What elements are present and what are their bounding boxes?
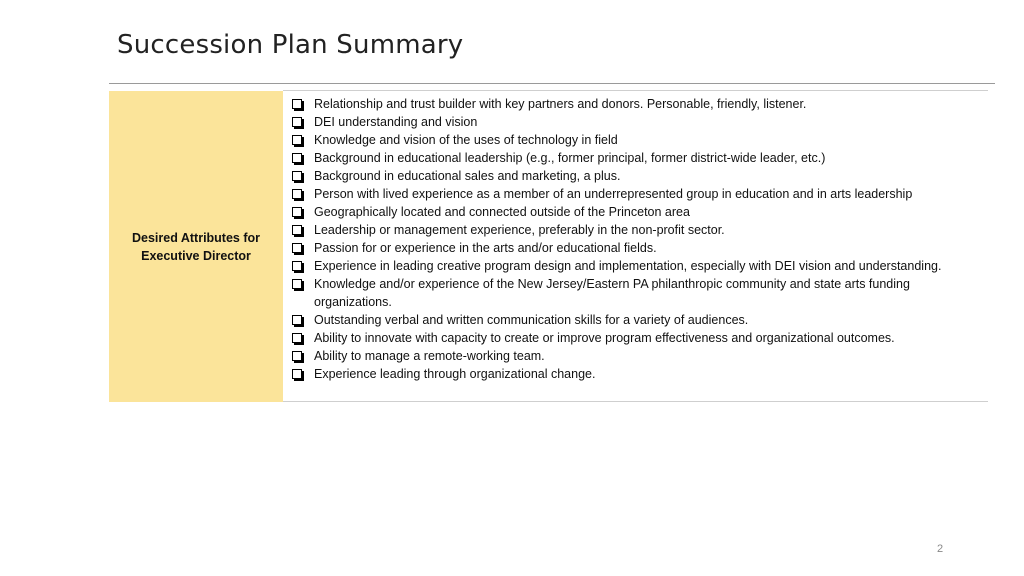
attribute-text: Knowledge and/or experience of the New Jersey/Eastern PA philanthropic community and state arts funding organizations.	[314, 277, 910, 309]
attribute-text: Experience leading through organizational change.	[314, 367, 596, 381]
attribute-list-item	[291, 203, 978, 221]
attribute-text: Background in educational sales and marketing, a plus.	[314, 169, 621, 183]
checkbox-square-icon	[292, 99, 302, 109]
attribute-list-item	[291, 95, 978, 113]
attribute-list-item	[291, 185, 978, 203]
attributes-list	[283, 91, 988, 383]
attributes-list-cell	[283, 90, 988, 402]
attribute-list-item	[291, 365, 978, 383]
attributes-label: Desired Attributes for Executive Director	[131, 230, 261, 263]
attribute-text: Ability to manage a remote-working team.	[314, 349, 545, 363]
checkbox-square-icon	[292, 261, 302, 271]
attribute-text: Outstanding verbal and written communication skills for a variety of audiences.	[314, 313, 749, 327]
attribute-text: Leadership or management experience, preferably in the non-profit sector.	[314, 223, 725, 237]
attributes-label-cell	[109, 91, 283, 402]
attribute-text: Person with lived experience as a member of an underrepresented group in education and in arts leadership	[314, 187, 913, 201]
attribute-text: Ability to innovate with capacity to create or improve program effectiveness and organizational outcomes.	[314, 331, 895, 345]
attribute-list-item	[291, 113, 978, 131]
attribute-list-item	[291, 257, 978, 275]
attribute-list-item	[291, 239, 978, 257]
attribute-text: Background in educational leadership (e.g., former principal, former district-wide leader, etc.)	[314, 151, 826, 165]
attribute-list-item	[291, 167, 978, 185]
slide-title: Succession Plan Summary	[117, 30, 464, 60]
checkbox-square-icon	[292, 315, 302, 325]
attribute-list-item	[291, 275, 978, 311]
checkbox-square-icon	[292, 369, 302, 379]
title-divider	[109, 83, 995, 84]
checkbox-square-icon	[292, 153, 302, 163]
page-number: 2	[936, 543, 944, 555]
attribute-text: Knowledge and vision of the uses of technology in field	[314, 133, 618, 147]
checkbox-square-icon	[292, 351, 302, 361]
checkbox-square-icon	[292, 225, 302, 235]
attribute-text: Geographically located and connected outside of the Princeton area	[314, 205, 690, 219]
attribute-list-item	[291, 149, 978, 167]
attribute-list-item	[291, 329, 978, 347]
attribute-text: Passion for or experience in the arts and/or educational fields.	[314, 241, 657, 255]
attribute-list-item	[291, 131, 978, 149]
attribute-list-item	[291, 347, 978, 365]
attribute-text: Relationship and trust builder with key partners and donors. Personable, friendly, listener.	[314, 97, 807, 111]
attribute-text: DEI understanding and vision	[314, 115, 478, 129]
checkbox-square-icon	[292, 279, 302, 289]
attribute-list-item	[291, 221, 978, 239]
checkbox-square-icon	[292, 117, 302, 127]
attribute-list-item	[291, 311, 978, 329]
attribute-text: Experience in leading creative program design and implementation, especially with DEI vision and understanding.	[314, 259, 942, 273]
checkbox-square-icon	[292, 333, 302, 343]
checkbox-square-icon	[292, 189, 302, 199]
checkbox-square-icon	[292, 171, 302, 181]
checkbox-square-icon	[292, 207, 302, 217]
checkbox-square-icon	[292, 135, 302, 145]
checkbox-square-icon	[292, 243, 302, 253]
